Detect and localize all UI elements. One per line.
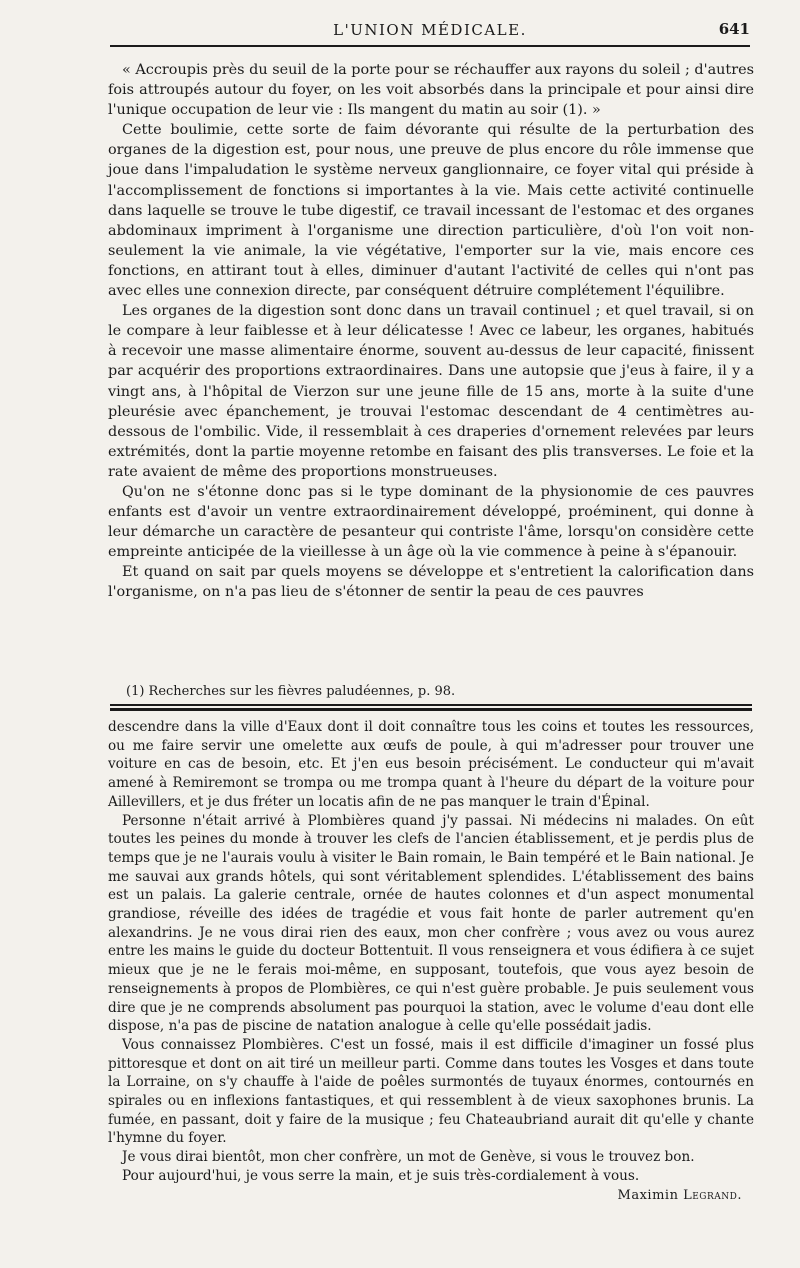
paragraph: Je vous dirai bientôt, mon cher confrère, un mot de Genève, si vous le trouvez bon.	[122, 1149, 695, 1166]
section-divider-thin	[110, 704, 752, 706]
paragraph: « Accroupis près du seuil de la porte pour se réchauffer aux rayons du soleil ; d'autres fois attroupés autour du foyer, on les voit absorbés dans la principale et pour ainsi dire l'unique occupation de leur vie : Ils mangent du matin au soir (1). »	[108, 62, 754, 119]
upper-article-body	[108, 60, 754, 603]
paragraph: Les organes de la digestion sont donc dans un travail continuel ; et quel travail, si on le compare à leur faiblesse et à leur délicatesse ! Avec ce labeur, les organes, habitués à recevoir une masse alimentaire énorme, souvent au-dessus de leur capacité, finissent par acquérir des proportions extraordinaires. Dans une autopsie que j'eus à faire, il y a vingt ans, à l'hôpital de Vierzon sur une jeune fille de 15 ans, morte à la suite d'une pleurésie avec épanchement, je trouvai l'estomac descendant de 4 centimètres au-dessous de l'ombilic. Vide, il ressemblait à ces draperies d'ornement relevées par leurs extrémités, dont la partie moyenne retombe en faisant des plis transverses. Le foie et la rate avaient de même des proportions monstrueuses.	[108, 303, 754, 480]
paragraph: Pour aujourd'hui, je vous serre la main, et je suis très-cordialement à vous.	[122, 1167, 640, 1184]
signature-last-name: Legrand.	[683, 1188, 742, 1203]
feuilleton-body	[108, 718, 754, 1186]
paragraph: Personne n'était arrivé à Plombières quand j'y passai. Ni médecins ni malades. On eût toutes les peines du monde à trouver les clefs de l'ancien établissement, et je perdis plus de temps que je ne l'aurais voulu à visiter le Bain romain, le Bain tempéré et le Bain national. Je me sauvai aux grands hôtels, qui sont véritablement splendides. L'établissement des bains est un palais. La galerie centrale, ornée de hautes colonnes et d'un aspect monumental grandiose, réveille des idées de tragédie et vous fait honte de parler autrement qu'en alexandrins. Je ne vous dirai rien des eaux, mon cher confrère ; vous avez ou vous aurez entre les mains le guide du docteur Bottentuit. Il vous renseignera et vous édifiera à ce sujet mieux que je ne le ferais moi-même, en supposant, toutefois, que vous ayez besoin de renseignements à propos de Plombières, ce qui n'est guère probable. Je puis seulement vous dire que je ne comprends absolument pas pourquoi la station, avec le volume d'eau dont elle dispose, n'a pas de piscine de natation analogue à celle qu'elle possédait jadis.	[108, 812, 754, 1035]
page-header	[110, 18, 750, 44]
paragraph: Cette boulimie, cette sorte de faim dévorante qui résulte de la perturbation des organes de la digestion est, pour nous, une preuve de plus encore du rôle immense que joue dans l'impaludation le système nerveux ganglionnaire, ce foyer vital qui préside à l'accomplissement de fonctions si importantes à la vie. Mais cette activité continuelle dans laquelle se trouve le tube digestif, ce travail incessant de l'estomac et des organes abdominaux impriment à l'organisme une direction particulière, d'où l'on voit non-seulement la vie animale, la vie végétative, l'emporter sur la vie, mais encore ces fonctions, en attirant tout à elles, diminuer d'autant l'activité de celles qui n'ont pas avec elles une connexion directe, par conséquent détruire complétement l'équilibre.	[108, 122, 754, 300]
page-number: 641	[718, 20, 750, 38]
signature-first-name: Maximin	[617, 1188, 679, 1203]
paragraph: descendre dans la ville d'Eaux dont il doit connaître tous les coins et toutes les ressources, ou me faire servir une omelette aux œufs de poule, à qui m'adresser pour trouver une voiture en cas de besoin, etc. Et j'en eus besoin précisément. Le conducteur qui m'avait amené à Remiremont se trompa ou me trompa quant à l'heure du départ de la voiture pour Aillevillers, et je dus fréter un locatis afin de ne pas manquer le train d'Épinal.	[108, 719, 754, 810]
header-rule	[110, 45, 750, 47]
paragraph: Vous connaissez Plombières. C'est un fossé, mais il est difficile d'imaginer un fossé plus pittoresque et dont on ait tiré un meilleur parti. Comme dans toutes les Vosges et dans toute la Lorraine, on s'y chauffe à l'aide de poêles surmontés de tuyaux énormes, contournés en spirales ou en inflexions fantastiques, et qui ressemblent à de vieux saxophones brunis. La fumée, en passant, doit y faire de la musique ; feu Chateaubriand aurait dit qu'elle y chante l'hymne du foyer.	[108, 1036, 754, 1147]
footnote: (1) Recherches sur les fièvres paludéennes, p. 98.	[126, 684, 456, 699]
author-signature	[618, 1188, 742, 1203]
paragraph: Et quand on sait par quels moyens se développe et s'entretient la calorification dans l'organisme, on n'a pas lieu de s'étonner de sentir la peau de ces pauvres	[108, 564, 754, 601]
running-title: L'UNION MÉDICALE.	[333, 21, 527, 39]
paragraph: Qu'on ne s'étonne donc pas si le type dominant de la physionomie de ces pauvres enfants est d'avoir un ventre extraordinairement développé, proéminent, qui donne à leur démarche un caractère de pesanteur qui contriste l'âme, lorsqu'on considère cette empreinte anticipée de la vieillesse à un âge où la vie commence à peine à s'épanouir.	[108, 483, 754, 561]
section-divider-thick	[110, 708, 752, 711]
